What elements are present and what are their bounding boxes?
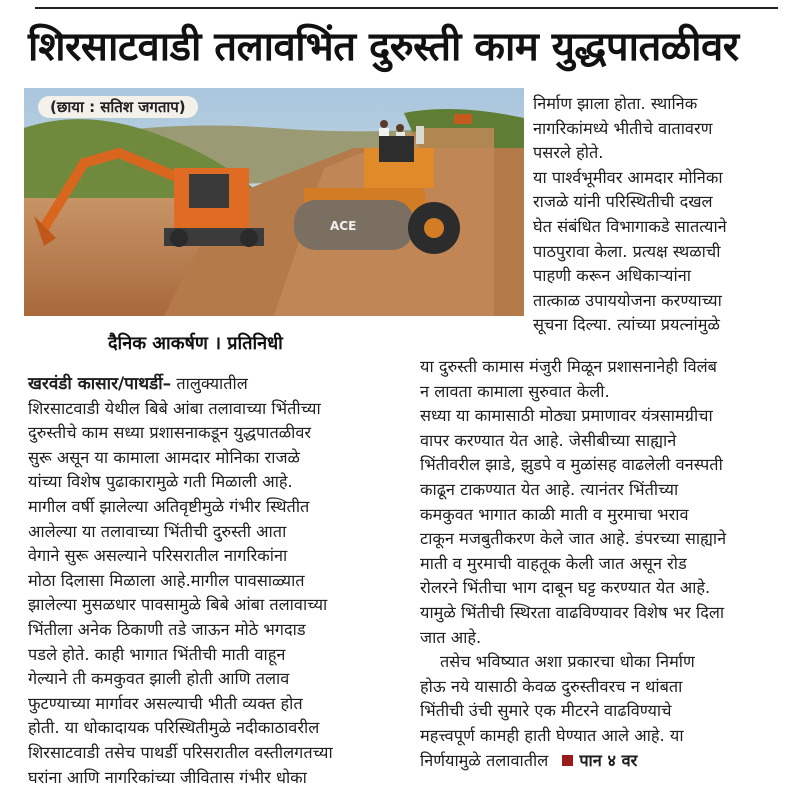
square-bullet-icon (562, 755, 573, 766)
news-photo (24, 88, 524, 316)
continued-on-page-link: पान ४ वर (579, 750, 638, 770)
text-line: मोठा दिलासा मिळाला आहे.मागील पावसाळ्यात (28, 570, 305, 590)
text-line: राजळे यांनी परिस्थितीची दखल (533, 192, 713, 212)
text-line: नागरिकांमध्ये भीतीचे वातावरण (533, 118, 713, 138)
text-line: तालुक्यातील (176, 374, 248, 393)
text-line: कमकुवत भागात काळी माती व मुरमाचा भराव (420, 504, 689, 524)
text-line: तसेच भविष्यात अशा प्रकारचा धोका निर्माण (440, 652, 695, 672)
text-line: दुरुस्तीचे काम सध्या प्रशासनाकडून युद्धपातळीवर (28, 423, 312, 443)
roller-label: ACE (330, 219, 357, 233)
construction-photo (24, 88, 524, 316)
text-line: मागील वर्षी झालेल्या अतिवृष्टीमुळे गंभीर स्थितीत (28, 496, 310, 516)
text-line: फुटण्याच्या मार्गावर असल्याची भीती व्यक्त होत (28, 693, 303, 713)
byline: दैनिक आकर्षण । प्रतिनिधी (108, 333, 283, 354)
text-line: झालेल्या मुसळधार पावसामुळे बिबे आंबा तलावाच्या (28, 595, 328, 615)
text-line: महत्त्वपूर्ण कामही हाती घेण्यात आले आहे. या (420, 725, 684, 745)
text-line: निर्णयामुळे तलावातील (420, 750, 549, 770)
text-line: यांच्या विशेष पुढाकारामुळे गती मिळाली आहे. (28, 472, 293, 492)
text-line: काढून टाकण्यात येत आहे. त्यानंतर भिंतीच्या (420, 479, 679, 499)
text-line: पसरले होते. (533, 143, 604, 163)
text-line: सुरू असून या कामाला आमदार मोनिका राजळे (28, 447, 300, 467)
text-line: यामुळे भिंतीची स्थिरता वाढविण्यावर विशेष भर दिला (420, 602, 725, 622)
text-line: तात्काळ उपाययोजना करण्याच्या (533, 290, 722, 310)
text-line: वेगाने सुरू असल्याने परिसरातील नागरिकांना (28, 546, 288, 566)
text-line: शिरसाटवाडी तसेच पाथर्डी परिसरातील वस्तीलगतच्या (28, 742, 333, 762)
text-line: या दुरुस्ती कामास मंजुरी मिळून प्रशासनानेही विलंब (420, 357, 717, 376)
text-line: निर्माण झाला होता. स्थानिक (533, 94, 698, 113)
text-line: भिंतीची उंची सुमारे एक मीटरने वाढविण्याचे (420, 701, 672, 721)
text-line: शिरसाटवाडी येथील बिबे आंबा तलावाच्या भिंतीच्या (28, 398, 321, 418)
text-line: घरांना आणि नागरिकांच्या जीवितास गंभीर धोका (28, 767, 307, 787)
text-line: या पार्श्वभूमीवर आमदार मोनिका (533, 167, 723, 187)
text-line: घेत संबंधित विभागाकडे सातत्याने (533, 216, 727, 236)
text-line: होती. या धोकादायक परिस्थितीमुळे नदीकाठावरील (28, 718, 320, 738)
text-line: पाहणी करून अधिकाऱ्यांना (533, 266, 691, 286)
dateline: खरवंडी कासार/पाथर्डी– (28, 374, 172, 394)
right-column-bottom (420, 355, 786, 773)
top-rule (35, 7, 778, 9)
text-line: होऊ नये यासाठी केवळ दुरुस्तीवरच न थांबता (420, 676, 683, 696)
text-line: भिंतीला अनेक ठिकाणी तडे जाऊन मोठे भगदाड (28, 619, 306, 639)
text-line: रोलरने भिंतीचा भाग दाबून घट्ट करण्यात येत आहे. (420, 578, 711, 598)
text-line: सूचना दिल्या. त्यांच्या प्रयत्नांमुळे (533, 315, 720, 335)
text-line: भिंतीवरील झाडे, झुडपे व मुळांसह वाढलेली वनस्पती (420, 455, 723, 475)
photo-credit: (छाया : सतिश जगताप) (38, 96, 198, 118)
text-line: जात आहे. (420, 627, 482, 647)
right-column-top (533, 92, 783, 338)
text-line: टाकून मजबुतीकरण केले जात आहे. डंपरच्या साह्याने (420, 529, 727, 549)
text-line: न लावता कामाला सुरुवात केली. (420, 381, 610, 401)
text-line: सध्या या कामासाठी मोठ्या प्रमाणावर यंत्रसामग्रीचा (420, 406, 713, 426)
headline: शिरसाटवाडी तलावभिंत दुरुस्ती काम युद्धपातळीवर (28, 24, 739, 70)
text-line: माती व मुरमाची वाहतूक केली जात असून रोड (420, 553, 687, 573)
left-column (28, 372, 402, 790)
text-line: वापर करण्यात येत आहे. जेसीबीच्या साह्याने (420, 430, 677, 450)
text-line: गेल्याने ती कमकुवत झाली होती आणि तलाव (28, 669, 290, 689)
text-line: पडले होते. काही भागात भिंतीची माती वाहून (28, 644, 286, 664)
text-line: पाठपुरावा केला. प्रत्यक्ष स्थळाची (533, 241, 721, 261)
text-line: आलेल्या या तलावाच्या भिंतीची दुरुस्ती आता (28, 521, 287, 541)
